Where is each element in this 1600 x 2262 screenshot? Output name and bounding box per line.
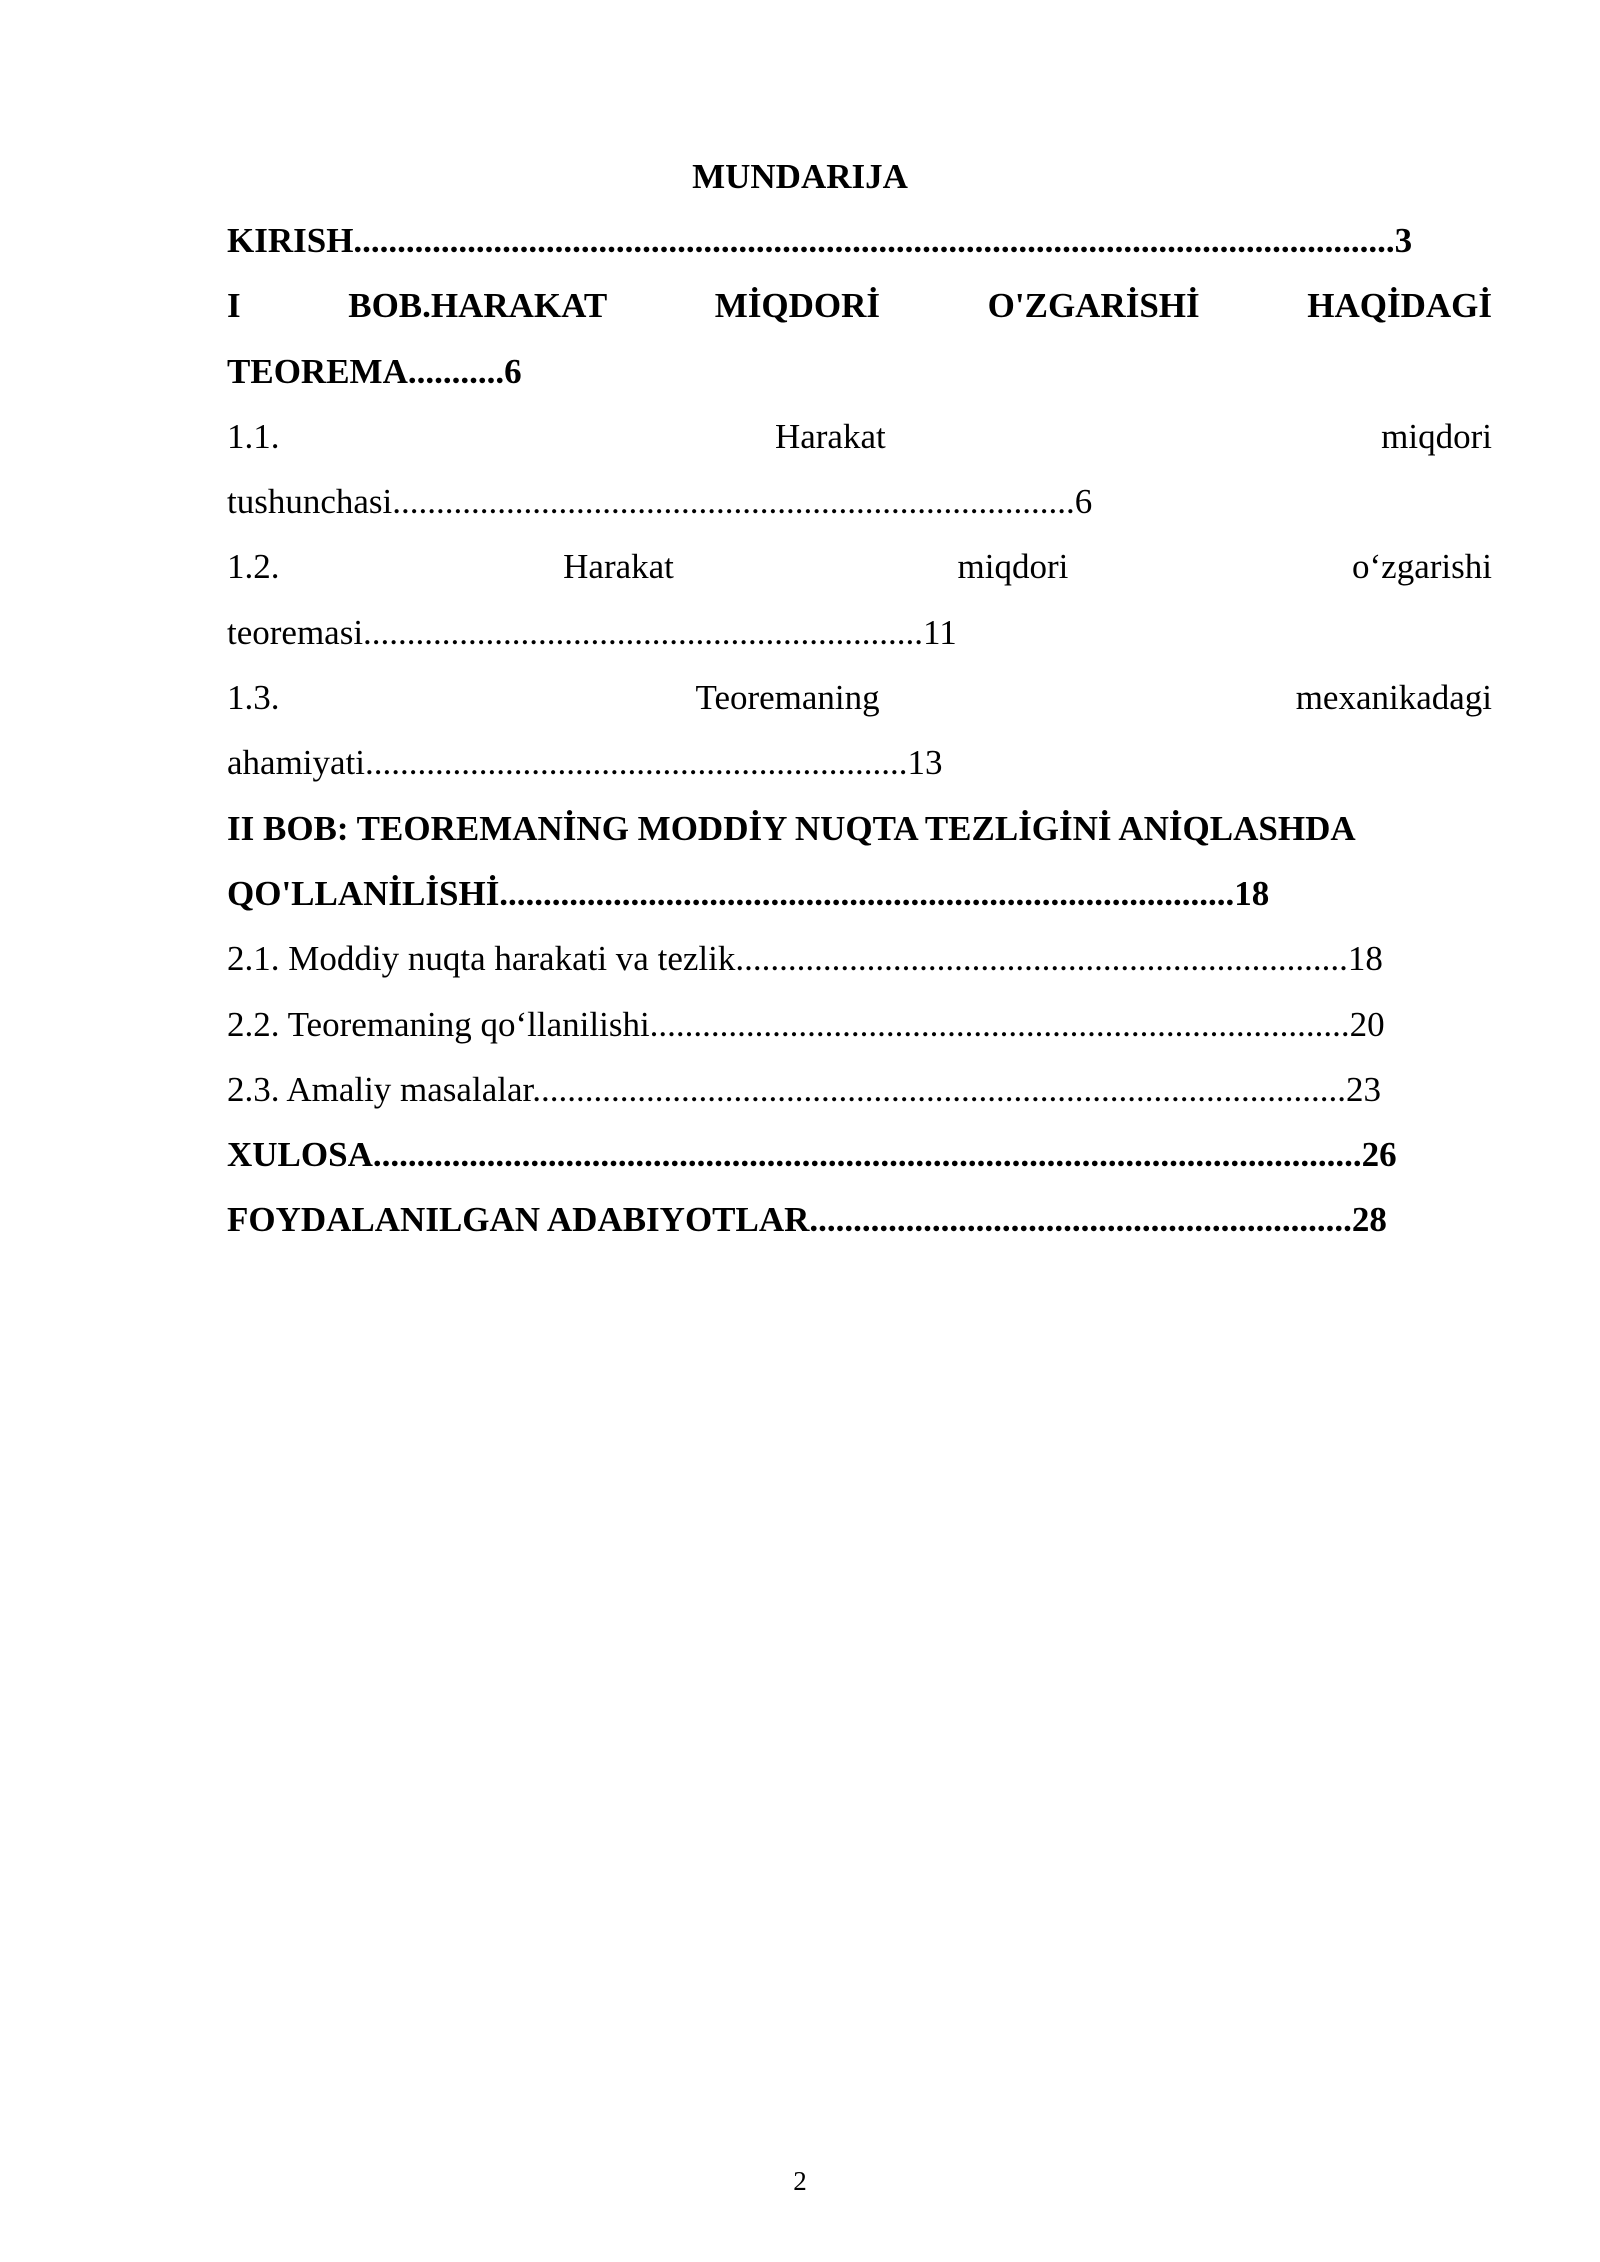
toc-entry-chapter-2-line-2[interactable]: QO'LLANİLİSHİ....................................................................................18 (227, 873, 1270, 913)
page-number: 2 (793, 2166, 807, 2196)
toc-word: O'ZGARİSHİ (987, 286, 1200, 326)
toc-entry-1-2-line-2[interactable]: teoremasi................................................................11 (227, 612, 957, 652)
toc-word: miqdori (1381, 416, 1492, 456)
toc-word: miqdori (957, 547, 1069, 587)
toc-entry-references[interactable]: FOYDALANILGAN ADABIYOTLAR..............................................................28 (227, 1200, 1387, 1240)
toc-word: o‘zgarishi (1352, 547, 1492, 587)
toc-word: I (227, 286, 241, 326)
toc-entry-1-3-line-1[interactable] (227, 665, 1492, 730)
toc-entry-1-1-line-2[interactable]: tushunchasi..............................................................................6 (227, 482, 1093, 522)
toc-entry-chapter-1-line-2[interactable]: TEOREMA...........6 (227, 351, 522, 391)
toc-entry-1-1-line-1[interactable] (227, 404, 1492, 469)
toc-word: MİQDORİ (714, 286, 881, 326)
toc-word: Harakat (774, 416, 886, 456)
toc-word: Harakat (563, 547, 674, 587)
toc-word: 1.1. (227, 416, 280, 456)
toc-entry-2-3[interactable]: 2.3. Amaliy masalalar.............................................................................................23 (227, 1069, 1381, 1109)
toc-word: 1.3. (227, 678, 280, 718)
toc-word: HAQİDAGİ (1307, 286, 1492, 326)
toc-entry-chapter-1-line-1[interactable] (227, 273, 1492, 338)
toc-entry-kirish[interactable]: KIRISH.......................................................................................................................3 (227, 221, 1413, 260)
toc-word: Teoremaning (695, 678, 880, 718)
toc-heading: MUNDARIJA (692, 157, 908, 196)
toc-entry-chapter-2-line-1[interactable]: II BOB: TEOREMANİNG MODDİY NUQTA TEZLİGİNİ ANİQLASHDA (227, 808, 1356, 848)
toc-word: BOB.HARAKAT (348, 286, 608, 326)
toc-entry-2-1[interactable]: 2.1. Moddiy nuqta harakati va tezlik......................................................................18 (227, 939, 1383, 979)
toc-entry-1-2-line-1[interactable] (227, 534, 1492, 599)
toc-word: 1.2. (227, 547, 280, 587)
toc-entry-1-3-line-2[interactable]: ahamiyati..............................................................13 (227, 743, 943, 783)
toc-entry-2-2[interactable]: 2.2. Teoremaning qo‘llanilishi................................................................................20 (227, 1004, 1385, 1044)
table-of-contents (227, 208, 1492, 1253)
toc-word: mexanikadagi (1295, 678, 1492, 718)
toc-entry-xulosa[interactable]: XULOSA.................................................................................................................26 (227, 1135, 1397, 1175)
